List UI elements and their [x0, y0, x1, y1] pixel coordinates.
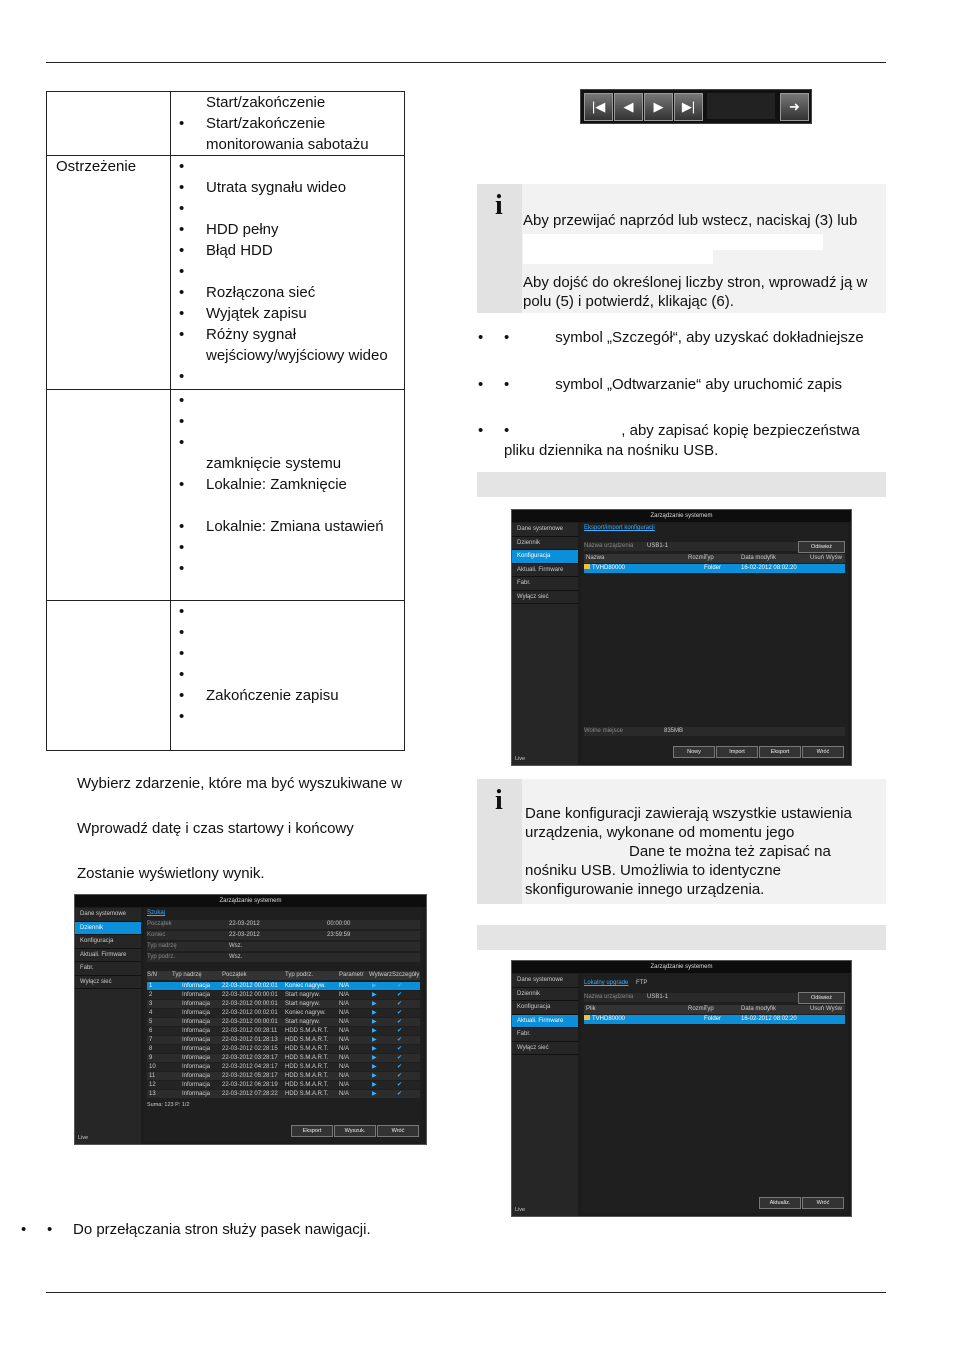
info-icon: i [495, 785, 503, 816]
note-text-config-2 [525, 842, 882, 899]
bullet-glyph: • • [504, 376, 509, 393]
field-label: Typ nadrzę [147, 943, 177, 949]
sidebar-item[interactable]: Wyłącz sieć [512, 591, 578, 605]
play-icon[interactable]: ▶ [372, 1064, 377, 1070]
free-space-value: 835MB [664, 728, 684, 734]
event-item: • Błąd HDD [206, 240, 404, 261]
local-upgrade-tab[interactable]: Lokalny upgrade [584, 980, 629, 986]
log-cell: Informacja [182, 1073, 211, 1079]
log-cell: Informacja [182, 1028, 211, 1034]
playback-bullet [504, 375, 884, 395]
nav-bar-bullet [47, 1220, 371, 1240]
log-cell: Informacja [182, 1010, 211, 1016]
screen-title: Zarządzanie systemem [512, 961, 851, 973]
column-header: Rozmi [688, 555, 706, 561]
log-cell: N/A [339, 1019, 350, 1025]
info-note-navigation [477, 184, 886, 313]
event-items-list [171, 156, 404, 387]
event-table [46, 91, 405, 751]
page-navigation-bar [580, 89, 812, 124]
log-cell: 8 [149, 1046, 153, 1052]
event-items-cell [171, 390, 405, 601]
log-row[interactable] [147, 1081, 420, 1089]
column-header: Rozmi [688, 1006, 706, 1012]
log-table-header [147, 971, 420, 980]
event-items-cell [171, 601, 405, 751]
event-category [47, 601, 171, 751]
log-cell: Informacja [182, 1064, 211, 1070]
sidebar-item[interactable]: Wyłącz sieć [512, 1042, 578, 1056]
column-header: Data modyfik [741, 555, 777, 561]
action-button[interactable]: Import [716, 746, 758, 758]
page-summary: Suma: 123 P: 1/2 [147, 1102, 190, 1108]
note-text-page: Aby dojść do określonej liczby stron, wprowadź ją w polu (5) i potwierdź, klikając (6). [523, 274, 868, 310]
log-cell: Start nagryw. [285, 992, 321, 998]
file-row[interactable] [584, 1015, 845, 1024]
column-header: Typ [704, 1006, 714, 1012]
log-cell: 6 [149, 1028, 153, 1034]
event-table-row [47, 156, 405, 390]
log-cell: HDD S.M.A.R.T. [285, 1055, 329, 1061]
event-category [47, 92, 171, 156]
play-icon[interactable]: ▶ [372, 1055, 377, 1061]
log-row[interactable] [147, 1063, 420, 1071]
export-bullet-text: , aby zapisać kopię bezpieczeństwa [621, 422, 860, 439]
log-row[interactable] [147, 1009, 420, 1017]
log-cell: Informacja [182, 1037, 211, 1043]
log-cell: HDD S.M.A.R.T. [285, 1028, 329, 1034]
log-row[interactable] [147, 982, 420, 990]
log-cell: 22-03-2012 00:28:11 [222, 1028, 278, 1034]
log-row[interactable] [147, 1018, 420, 1026]
nav-bar-text: Do przełączania stron służy pasek nawigacji. [73, 1221, 371, 1238]
event-items-list [171, 601, 404, 727]
column-header: Parametr [339, 972, 364, 978]
log-cell: Start nagryw. [285, 1001, 321, 1007]
detail-icon[interactable]: ✔ [397, 1037, 403, 1043]
column-header: Typ podrz. [285, 972, 314, 978]
log-cell: 22-03-2012 00:02:01 [222, 1010, 278, 1016]
detail-bullet-text: symbol „Szczegół“, aby uzyskać dokładniejsze [555, 329, 864, 346]
search-field-row [147, 920, 420, 929]
log-cell: HDD S.M.A.R.T. [285, 1046, 329, 1052]
event-item [206, 495, 404, 516]
previous-page-icon[interactable]: ◀ [614, 93, 643, 121]
play-icon[interactable]: ▶ [372, 1046, 377, 1052]
sidebar-item[interactable]: Konfiguracja [75, 935, 141, 949]
event-item: • Zakończenie zapisu [206, 685, 404, 706]
play-icon[interactable]: ▶ [372, 983, 377, 989]
screen-main [581, 523, 848, 762]
export-bullet [504, 421, 884, 461]
log-cell: N/A [339, 1028, 350, 1034]
refresh-button[interactable]: Odśwież [798, 541, 845, 553]
screen-sidebar [75, 908, 141, 1144]
free-space-label: Wolne miejsce [584, 728, 623, 734]
log-cell: HDD S.M.A.R.T. [285, 1082, 329, 1088]
refresh-button[interactable]: Odśwież [798, 992, 845, 1004]
detail-icon[interactable]: ✔ [397, 1001, 403, 1007]
screen-title: Zarządzanie systemem [512, 510, 851, 522]
column-header: Usuń [810, 555, 825, 561]
column-header: S/N [147, 972, 158, 978]
log-cell: 22-03-2012 03:28:17 [222, 1055, 278, 1061]
event-items-cell [171, 92, 405, 156]
free-space-row [584, 727, 845, 736]
folder-icon [584, 564, 590, 569]
event-table-row [47, 92, 405, 156]
log-cell: 12 [149, 1082, 156, 1088]
event-item [206, 432, 404, 453]
column-header: Typ nadrzę [172, 972, 202, 978]
play-icon[interactable]: ▶ [372, 1082, 377, 1088]
event-item: • Wyjątek zapisu [206, 303, 404, 324]
detail-icon[interactable]: ✔ [397, 983, 403, 989]
field-label: Początek [147, 921, 172, 927]
live-label[interactable]: Live [515, 1207, 526, 1213]
sidebar-item[interactable]: Aktuali. Firmware [75, 949, 141, 963]
log-cell: 5 [149, 1019, 153, 1025]
log-cell: Informacja [182, 1082, 211, 1088]
search-field-row [147, 953, 420, 962]
search-tab[interactable]: Szukaj [147, 910, 166, 916]
log-row[interactable] [147, 1027, 420, 1035]
bottom-rule [46, 1292, 886, 1293]
log-cell: N/A [339, 1073, 350, 1079]
detail-icon[interactable]: ✔ [397, 1019, 403, 1025]
field-time[interactable]: 23:59:59 [327, 932, 351, 938]
log-cell: N/A [339, 1055, 350, 1061]
log-cell: Start nagryw. [285, 1019, 321, 1025]
top-rule [46, 62, 886, 63]
log-cell: 22-03-2012 00:00:01 [222, 992, 278, 998]
config-tab[interactable]: Eksport/import konfiguracji [584, 525, 655, 531]
event-category: Ostrzeżenie [47, 156, 171, 390]
detail-icon[interactable]: ✔ [397, 1064, 403, 1070]
live-label[interactable]: Live [515, 756, 526, 762]
log-cell: 22-03-2012 00:00:01 [222, 1001, 278, 1007]
screen-main [581, 974, 848, 1213]
event-item: • HDD pełny [206, 219, 404, 240]
log-cell: 22-03-2012 01:28:13 [222, 1037, 278, 1043]
sidebar-item[interactable]: Wyłącz sieć [75, 976, 141, 990]
log-row[interactable] [147, 1054, 420, 1062]
action-button[interactable]: Aktualiz. [759, 1197, 801, 1209]
action-button[interactable]: Wyszuk. [334, 1125, 376, 1137]
play-icon[interactable]: ▶ [372, 1010, 377, 1016]
log-row[interactable] [147, 1045, 420, 1053]
sidebar-item[interactable]: Dane systemowe [512, 523, 578, 537]
detail-icon[interactable]: ✔ [397, 1046, 403, 1052]
log-cell: Informacja [182, 992, 211, 998]
event-category [47, 390, 171, 601]
sidebar-item[interactable]: Fabr. [512, 577, 578, 591]
file-type: Folder [704, 1016, 722, 1022]
event-item [206, 198, 404, 219]
event-item: Start/zakończenie [206, 94, 326, 111]
go-arrow-icon[interactable]: ➜ [780, 93, 809, 121]
last-page-icon[interactable]: ▶| [674, 93, 703, 121]
screen-sidebar [512, 523, 578, 765]
play-icon[interactable]: ▶ [372, 1091, 377, 1097]
screen-sidebar [512, 974, 578, 1216]
log-cell: 13 [149, 1091, 156, 1097]
event-item [206, 706, 404, 727]
column-header: Data modyfik [741, 1006, 777, 1012]
event-items-cell [171, 156, 405, 390]
action-button[interactable]: Wróć [802, 746, 844, 758]
column-header: Usuń [810, 1006, 825, 1012]
log-search-screenshot [74, 894, 427, 1145]
note-blank-line-2 [523, 250, 713, 264]
note-text-scroll: Aby przewijać naprzód lub wstecz, naciskaj (3) lub [523, 212, 858, 229]
log-row[interactable] [147, 1090, 420, 1098]
playback-bullet-text: symbol „Odtwarzanie“ aby uruchomić zapis [555, 376, 843, 393]
column-header: Wyśw [826, 555, 842, 561]
detail-icon[interactable]: ✔ [397, 992, 403, 998]
event-item [206, 261, 404, 282]
field-value[interactable]: Wsz. [229, 943, 243, 949]
action-button[interactable]: Eksport [291, 1125, 333, 1137]
bullet-glyph: • • [47, 1220, 52, 1240]
file-type: Folder [704, 565, 722, 571]
detail-icon[interactable]: ✔ [397, 1082, 403, 1088]
log-cell: N/A [339, 1091, 350, 1097]
log-cell: 1 [149, 983, 153, 989]
file-name: TVHD80000 [592, 1016, 626, 1022]
note-text-usb: Dane te można też zapisać na nośniku USB. Umożliwia to identyczne skonfigurowanie innego urządzenia. [525, 843, 831, 898]
log-row[interactable] [147, 1072, 420, 1080]
log-cell: 22-03-2012 07:28:22 [222, 1091, 278, 1097]
detail-bullet [504, 328, 884, 348]
firmware-upgrade-screenshot [511, 960, 852, 1217]
log-cell: N/A [339, 1082, 350, 1088]
event-item: wejściowy/wyjściowy wideo [206, 347, 388, 364]
detail-icon[interactable]: ✔ [397, 1028, 403, 1034]
log-cell: 22-03-2012 06:28:19 [222, 1082, 278, 1088]
search-field-row [147, 931, 420, 940]
export-bullet-text-2: pliku dziennika na nośniku USB. [504, 442, 719, 459]
log-row[interactable] [147, 1000, 420, 1008]
detail-icon[interactable]: ✔ [397, 1055, 403, 1061]
live-label[interactable]: Live [78, 1135, 89, 1141]
event-item [206, 156, 404, 177]
log-cell: 11 [149, 1073, 156, 1079]
log-cell: Informacja [182, 1091, 211, 1097]
log-cell: 22-03-2012 05:28:17 [222, 1073, 278, 1079]
event-item: • Lokalnie: Zmiana ustawień [206, 516, 404, 537]
log-cell: Informacja [182, 1001, 211, 1007]
log-cell: HDD S.M.A.R.T. [285, 1037, 329, 1043]
section-header-config [477, 472, 886, 497]
log-cell: Koniec nagryw. [285, 983, 326, 989]
log-row[interactable] [147, 991, 420, 999]
log-cell: Koniec nagryw. [285, 1010, 326, 1016]
play-icon[interactable]: ▶ [372, 1028, 377, 1034]
sidebar-item[interactable]: Dane systemowe [75, 908, 141, 922]
play-icon[interactable]: ▶ [372, 1037, 377, 1043]
column-header: Plik [586, 1006, 596, 1012]
step-1-text: Wybierz zdarzenie, które ma być wyszukiwane w [77, 775, 402, 792]
next-page-icon[interactable]: ▶ [644, 93, 673, 121]
event-item: • Lokalnie: Zamknięcie [206, 474, 404, 495]
field-value[interactable]: 22-03-2012 [229, 932, 260, 938]
log-cell: 9 [149, 1055, 153, 1061]
info-icon: i [495, 190, 503, 221]
action-button[interactable]: Eksport [759, 746, 801, 758]
info-note-config [477, 779, 886, 904]
file-row[interactable] [584, 564, 845, 573]
event-item [206, 622, 404, 643]
log-cell: 4 [149, 1010, 153, 1016]
sidebar-item[interactable]: Konfiguracja [512, 550, 578, 564]
log-cell: N/A [339, 1046, 350, 1052]
log-cell: 3 [149, 1001, 153, 1007]
bullet-glyph: • • [504, 329, 509, 346]
log-cell: N/A [339, 983, 350, 989]
detail-icon[interactable]: ✔ [397, 1091, 403, 1097]
file-date: 16-02-2012 08:02:20 [741, 565, 797, 571]
sidebar-item[interactable]: Dziennik [512, 988, 578, 1002]
sidebar-item[interactable]: Dziennik [512, 537, 578, 551]
device-select[interactable]: USB1-1 [647, 543, 669, 549]
log-cell: 22-03-2012 04:28:17 [222, 1064, 278, 1070]
play-icon[interactable]: ▶ [372, 1019, 377, 1025]
sidebar-item[interactable]: Dziennik [75, 922, 141, 936]
event-item: • Start/zakończenie [206, 113, 404, 134]
action-button[interactable]: Nowy [673, 746, 715, 758]
event-table-row [47, 390, 405, 601]
upgrade-tabs [584, 980, 647, 986]
event-item [206, 643, 404, 664]
event-item: • Utrata sygnału wideo [206, 177, 404, 198]
column-header: Początek [222, 972, 247, 978]
sidebar-item[interactable]: Dane systemowe [512, 974, 578, 988]
screen-main [144, 908, 423, 1141]
log-cell: HDD S.M.A.R.T. [285, 1091, 329, 1097]
section-header-firmware [477, 925, 886, 950]
action-button[interactable]: Wróć [802, 1197, 844, 1209]
log-cell: N/A [339, 1037, 350, 1043]
event-items-list [171, 390, 404, 579]
log-cell: N/A [339, 992, 350, 998]
note-text-config: Dane konfiguracji zawierają wszystkie ustawienia urządzenia, wykonane od momentu jego [525, 805, 852, 841]
action-button[interactable]: Wróć [377, 1125, 419, 1137]
log-cell: HDD S.M.A.R.T. [285, 1073, 329, 1079]
step-3-text: Zostanie wyświetlony wynik. [77, 865, 265, 882]
log-row[interactable] [147, 1036, 420, 1044]
sidebar-item[interactable]: Aktuali. Firmware [512, 564, 578, 578]
first-page-icon[interactable]: |◀ [584, 93, 613, 121]
event-item [206, 366, 404, 387]
event-item [206, 558, 404, 579]
log-cell: 7 [149, 1037, 153, 1043]
log-cell: Informacja [182, 983, 211, 989]
device-label: Nazwa urządzenia [584, 994, 634, 1000]
log-cell: 10 [149, 1064, 156, 1070]
file-name: TVHD80000 [592, 565, 626, 571]
event-item [206, 601, 404, 622]
event-item: zamknięcie systemu [206, 455, 342, 472]
field-value[interactable]: Wsz. [229, 954, 243, 960]
log-cell: N/A [339, 1064, 350, 1070]
event-item: monitorowania sabotażu [206, 136, 369, 153]
log-cell: Informacja [182, 1019, 211, 1025]
event-item [206, 537, 404, 558]
field-value[interactable]: 22-03-2012 [229, 921, 260, 927]
field-label: Koniec [147, 932, 166, 938]
sidebar-item[interactable]: Aktuali. Firmware [512, 1015, 578, 1029]
play-icon[interactable]: ▶ [372, 992, 377, 998]
folder-icon [584, 1015, 590, 1020]
column-header: Nazwa [586, 555, 605, 561]
search-field-row [147, 942, 420, 951]
field-time[interactable]: 00:00:00 [327, 921, 351, 927]
step-2-text: Wprowadź datę i czas startowy i końcowy [77, 820, 354, 837]
event-item [206, 411, 404, 432]
column-header: Szczegóły [392, 972, 420, 978]
bullet-glyph: • • [504, 422, 509, 439]
sidebar-item[interactable]: Fabr. [75, 962, 141, 976]
log-cell: HDD S.M.A.R.T. [285, 1064, 329, 1070]
event-items-list [171, 92, 404, 155]
field-label: Typ podrz. [147, 954, 176, 960]
log-cell: Informacja [182, 1046, 211, 1052]
log-cell: 22-03-2012 00:00:01 [222, 1019, 278, 1025]
detail-icon[interactable]: ✔ [397, 1010, 403, 1016]
play-icon[interactable]: ▶ [372, 1073, 377, 1079]
file-date: 16-02-2012 08:02:20 [741, 1016, 797, 1022]
log-cell: N/A [339, 1001, 350, 1007]
sidebar-item[interactable]: Konfiguracja [512, 1001, 578, 1015]
file-table-header [584, 1005, 845, 1014]
ftp-tab[interactable]: FTP [636, 980, 648, 986]
config-export-screenshot [511, 509, 852, 766]
event-item: • Rozłączona sieć [206, 282, 404, 303]
event-item: • Różny sygnał [206, 324, 404, 345]
page-number-field[interactable] [707, 93, 775, 119]
device-select[interactable]: USB1-1 [647, 994, 669, 1000]
note-blank-line [523, 234, 823, 250]
event-table-row [47, 601, 405, 751]
log-cell: 2 [149, 992, 153, 998]
column-header: Wyśw [826, 1006, 842, 1012]
column-header: Typ [704, 555, 714, 561]
log-cell: Informacja [182, 1055, 211, 1061]
column-header: Wytwarz [369, 972, 392, 978]
log-cell: 22-03-2012 02:28:15 [222, 1046, 278, 1052]
sidebar-item[interactable]: Fabr. [512, 1028, 578, 1042]
play-icon[interactable]: ▶ [372, 1001, 377, 1007]
event-item [206, 390, 404, 411]
log-cell: 22-03-2012 00:02:01 [222, 983, 278, 989]
detail-icon[interactable]: ✔ [397, 1073, 403, 1079]
log-cell: N/A [339, 1010, 350, 1016]
device-label: Nazwa urządzenia [584, 543, 634, 549]
event-item [206, 664, 404, 685]
file-table-header [584, 554, 845, 563]
screen-title: Zarządzanie systemem [75, 895, 426, 907]
